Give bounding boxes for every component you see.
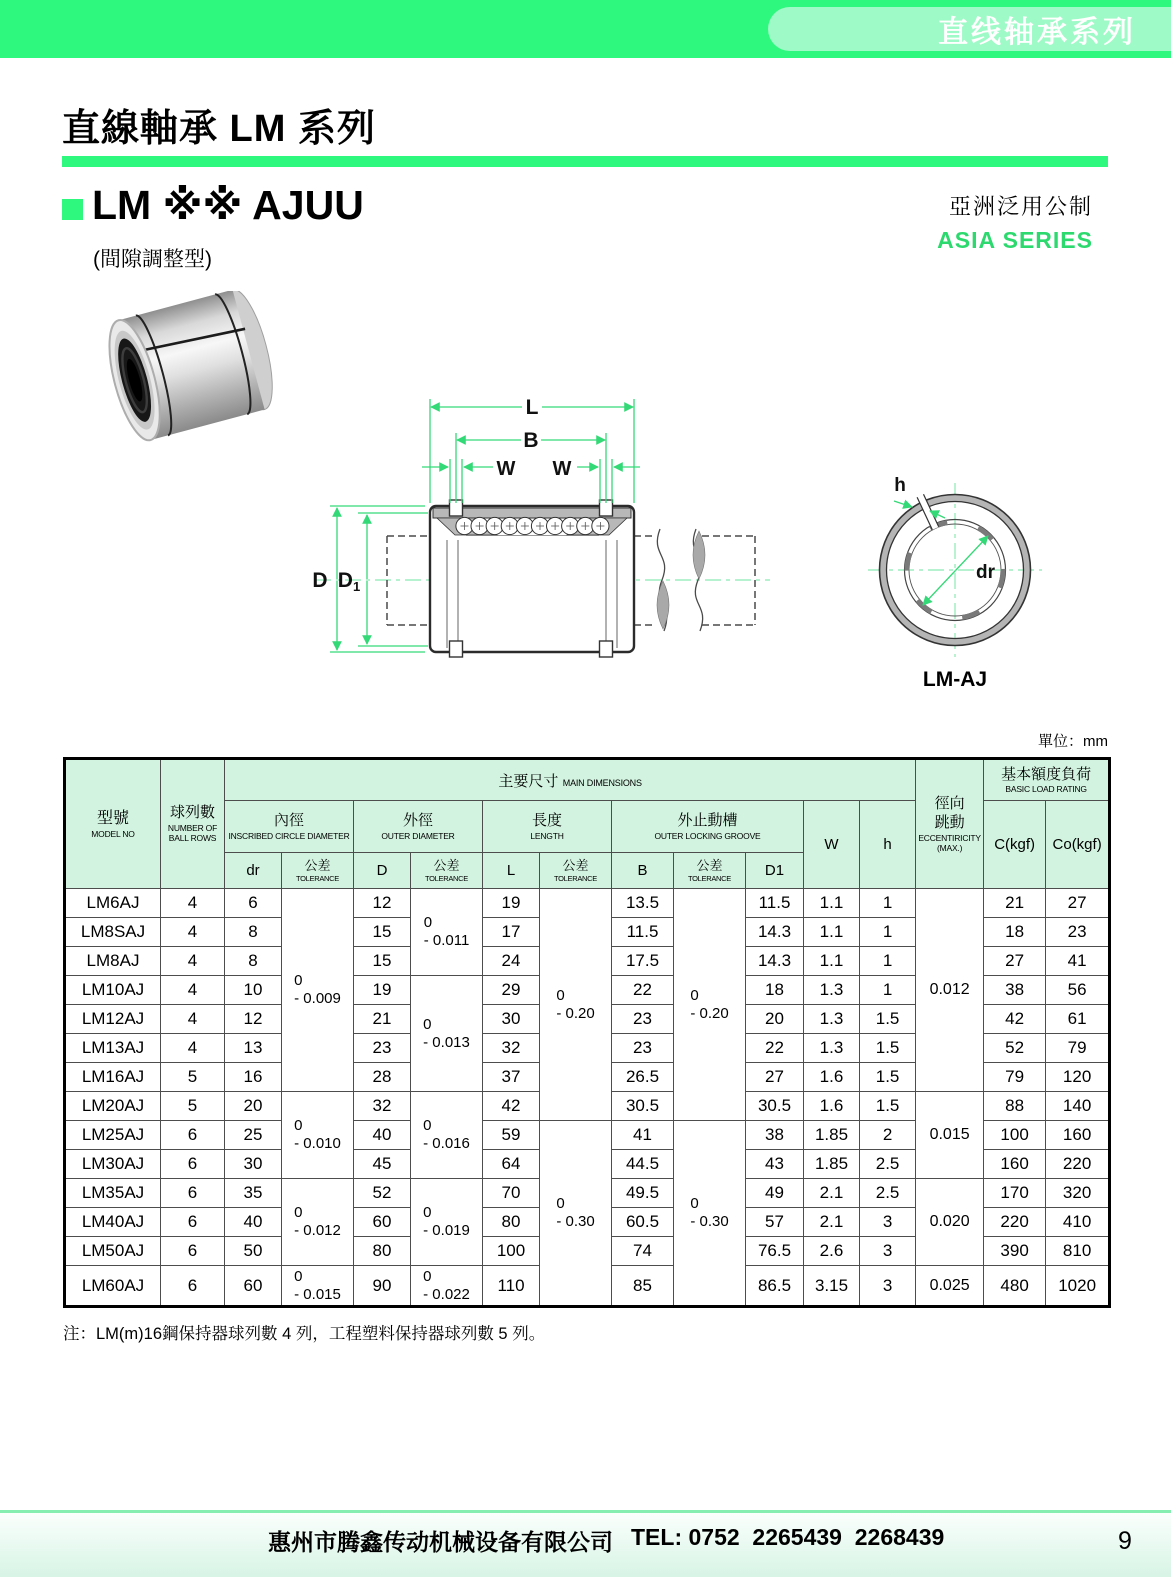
cell-d1: 86.5 [746,1266,804,1307]
cell-l: 64 [483,1150,540,1179]
cell-l: 32 [483,1034,540,1063]
table-row [65,889,1110,918]
top-banner [0,0,1171,58]
cell-model: LM16AJ [65,1063,161,1092]
bearing-photo-cylinder [99,291,282,445]
page-title: 直線軸承 LM 系列 [62,108,376,150]
header-groove-en: OUTER LOCKING GROOVE [654,830,761,841]
header-outer-en: OUTER DIAMETER [381,830,455,841]
header-load-en: BASIC LOAD RATING [1005,784,1087,795]
cell-dr: 6 [225,889,282,918]
header-inner-diameter [225,801,354,853]
cell-b: 11.5 [612,918,674,947]
page-number: 9 [1118,1527,1132,1555]
cell-co: 220 [1046,1150,1110,1179]
cell-co: 120 [1046,1063,1110,1092]
cell-c: 42 [984,1005,1046,1034]
cell-l: 100 [483,1237,540,1266]
cell-c: 390 [984,1237,1046,1266]
region-label-cn: 亞洲泛用公制 [948,194,1093,219]
cell-h: 2 [860,1121,916,1150]
cell-d: 52 [354,1179,411,1208]
cell-b: 74 [612,1237,674,1266]
cell-h: 1 [860,947,916,976]
cell-dr: 16 [225,1063,282,1092]
cell-model: LM40AJ [65,1208,161,1237]
cell-d: 40 [354,1121,411,1150]
cell-co: 79 [1046,1034,1110,1063]
header-groove-cn: 外止動槽 [677,812,738,830]
cell-ball_rows: 6 [161,1150,225,1179]
cell-b: 60.5 [612,1208,674,1237]
cell-d1: 20 [746,1005,804,1034]
cell-l: 29 [483,976,540,1005]
cell-d: 90 [354,1266,411,1307]
header-ecc-max: (MAX.) [936,842,963,853]
dim-label-d: D [312,569,328,592]
header-l: L [483,853,540,889]
cell-model: LM8AJ [65,947,161,976]
cell-co: 1020 [1046,1266,1110,1307]
dim-label-l: L [525,396,539,419]
header-eccentricity [916,759,984,889]
cell-h: 1 [860,918,916,947]
cell-model: LM6AJ [65,889,161,918]
header-ball-rows-cn: 球列數 [169,804,215,822]
cell-d: 28 [354,1063,411,1092]
cell-b: 85 [612,1266,674,1307]
model-series-title: LM ※※ AJUU [92,182,364,228]
cell-l: 42 [483,1092,540,1121]
cell-model: LM20AJ [65,1092,161,1121]
cell-b: 22 [612,976,674,1005]
title-underline [62,156,1108,167]
cell-dr: 50 [225,1237,282,1266]
cell-dr: 20 [225,1092,282,1121]
header-length-cn: 長度 [531,812,562,830]
cell-c: 27 [984,947,1046,976]
cell-d1: 27 [746,1063,804,1092]
cell-model: LM13AJ [65,1034,161,1063]
footer-tel: TEL: 0752 2265439 2268439 [631,1524,945,1550]
cell-d1: 43 [746,1150,804,1179]
cell-w: 1.3 [804,1034,860,1063]
cell-ball_rows: 6 [161,1266,225,1307]
cell-co: 160 [1046,1121,1110,1150]
eccentricity-cell: 0.025 [916,1266,984,1307]
cell-w: 3.15 [804,1266,860,1307]
header-d-tolerance: 公差 TOLERANCE [411,853,483,889]
footer-company: 惠州市腾鑫传动机械设备有限公司 [268,1529,613,1555]
header-outer-cn: 外徑 [402,812,433,830]
cell-dr: 30 [225,1150,282,1179]
cell-model: LM12AJ [65,1005,161,1034]
cell-w: 1.1 [804,947,860,976]
cell-l: 80 [483,1208,540,1237]
cell-c: 38 [984,976,1046,1005]
cell-d: 21 [354,1005,411,1034]
header-main-dims-en: MAIN DIMENSIONS [562,777,642,788]
cell-ball_rows: 4 [161,976,225,1005]
cell-c: 79 [984,1063,1046,1092]
cell-h: 1.5 [860,1034,916,1063]
header-length [483,801,612,853]
dim-label-b: B [523,429,539,452]
cell-h: 1.5 [860,1005,916,1034]
tolerance-cell: 0 - 0.013 [411,976,483,1092]
header-ecc-cn2: 跳動 [934,813,965,831]
cell-model: LM50AJ [65,1237,161,1266]
region-block [800,190,1093,254]
tolerance-cell: 0 - 0.20 [540,889,612,1121]
green-bullet-icon [62,199,83,220]
cell-dr: 12 [225,1005,282,1034]
cell-l: 70 [483,1179,540,1208]
tolerance-cell: 0 - 0.019 [411,1179,483,1266]
series-banner-label: 直线轴承系列 [938,16,1136,49]
cell-c: 160 [984,1150,1046,1179]
cell-dr: 40 [225,1208,282,1237]
cell-l: 59 [483,1121,540,1150]
end-view [868,475,1042,691]
cell-l: 19 [483,889,540,918]
cell-w: 1.6 [804,1092,860,1121]
cell-h: 1 [860,976,916,1005]
cell-c: 18 [984,918,1046,947]
cell-co: 56 [1046,976,1110,1005]
cell-b: 26.5 [612,1063,674,1092]
cell-d: 80 [354,1237,411,1266]
header-inner-en: INSCRIBED CIRCLE DIAMETER [228,830,350,841]
cell-h: 1.5 [860,1092,916,1121]
cell-d1: 14.3 [746,918,804,947]
footer-text [268,1524,944,1557]
cell-b: 49.5 [612,1179,674,1208]
cell-w: 1.6 [804,1063,860,1092]
cell-dr: 8 [225,947,282,976]
end-view-caption: LM-AJ [922,668,988,691]
cell-co: 410 [1046,1208,1110,1237]
cell-c: 52 [984,1034,1046,1063]
cell-b: 13.5 [612,889,674,918]
cell-ball_rows: 6 [161,1208,225,1237]
header-l-tolerance: 公差 TOLERANCE [540,853,612,889]
dim-label-w-right: W [552,458,572,480]
cell-w: 1.3 [804,976,860,1005]
cell-dr: 13 [225,1034,282,1063]
cell-ball_rows: 5 [161,1092,225,1121]
dim-label-d1 [338,569,360,594]
cell-l: 37 [483,1063,540,1092]
technical-diagram [300,385,1070,705]
cell-d1: 22 [746,1034,804,1063]
cell-model: LM35AJ [65,1179,161,1208]
cell-b: 23 [612,1034,674,1063]
tolerance-cell: 0 - 0.012 [282,1179,354,1266]
cell-d1: 11.5 [746,889,804,918]
cell-l: 17 [483,918,540,947]
cell-co: 810 [1046,1237,1110,1266]
cell-model: LM25AJ [65,1121,161,1150]
cell-h: 3 [860,1208,916,1237]
cell-ball_rows: 4 [161,1005,225,1034]
cell-model: LM10AJ [65,976,161,1005]
dim-label-d1-main: D [337,569,353,592]
cell-h: 1 [860,889,916,918]
cell-model: LM30AJ [65,1150,161,1179]
header-inner-cn: 內徑 [273,812,304,830]
cell-d: 32 [354,1092,411,1121]
cell-co: 61 [1046,1005,1110,1034]
cell-dr: 35 [225,1179,282,1208]
cell-co: 23 [1046,918,1110,947]
header-ball-rows [161,759,225,889]
cell-d1: 76.5 [746,1237,804,1266]
cell-b: 23 [612,1005,674,1034]
eccentricity-cell: 0.015 [916,1092,984,1179]
series-banner-pill [768,7,1171,51]
cell-h: 3 [860,1266,916,1307]
cell-d1: 30.5 [746,1092,804,1121]
cell-d: 19 [354,976,411,1005]
cell-b: 30.5 [612,1092,674,1121]
header-w: W [804,801,860,889]
cell-dr: 60 [225,1266,282,1307]
header-model-cn: 型號 [96,809,129,827]
cell-d: 60 [354,1208,411,1237]
cell-w: 1.85 [804,1121,860,1150]
eccentricity-cell: 0.012 [916,889,984,1092]
header-co: Co(kgf) [1046,801,1110,889]
header-main-dimensions [225,759,916,801]
cell-w: 1.1 [804,918,860,947]
cell-w: 1.85 [804,1150,860,1179]
header-b: B [612,853,674,889]
unit-label: 單位：mm [1038,733,1108,750]
cell-h: 2.5 [860,1150,916,1179]
header-outer-diameter [354,801,483,853]
cell-ball_rows: 4 [161,947,225,976]
bearing-photo [73,291,291,449]
cell-l: 110 [483,1266,540,1307]
cell-c: 100 [984,1121,1046,1150]
cell-b: 44.5 [612,1150,674,1179]
header-load-cn: 基本額度負荷 [1001,765,1092,783]
cell-d: 12 [354,889,411,918]
cell-ball_rows: 4 [161,1034,225,1063]
cell-d: 15 [354,918,411,947]
cell-co: 140 [1046,1092,1110,1121]
tolerance-cell: 0 - 0.016 [411,1092,483,1179]
tolerance-cell: 0 - 0.009 [282,889,354,1092]
model-series-subtitle: (間隙調整型) [93,248,212,271]
cell-w: 1.1 [804,889,860,918]
cell-h: 3 [860,1237,916,1266]
tolerance-cell: 0 - 0.022 [411,1266,483,1307]
tolerance-cell: 0 - 0.010 [282,1092,354,1179]
cell-l: 24 [483,947,540,976]
cell-b: 17.5 [612,947,674,976]
cell-ball_rows: 6 [161,1237,225,1266]
header-dr: dr [225,853,282,889]
cell-ball_rows: 4 [161,918,225,947]
header-groove [612,801,804,853]
cell-d: 45 [354,1150,411,1179]
cell-h: 1.5 [860,1063,916,1092]
eccentricity-cell: 0.020 [916,1179,984,1266]
cell-dr: 8 [225,918,282,947]
cell-d: 23 [354,1034,411,1063]
bearing-cross-section [430,500,634,657]
dim-label-dr: dr [976,562,995,583]
header-dr-tolerance: 公差 TOLERANCE [282,853,354,889]
cell-d1: 57 [746,1208,804,1237]
header-ecc-en: ECCENTIRICITY [918,832,981,843]
tolerance-cell: 0 - 0.011 [411,889,483,976]
cell-w: 1.3 [804,1005,860,1034]
cell-dr: 25 [225,1121,282,1150]
footnote: 注：LM(m)16鋼保持器球列數 4 列，工程塑料保持器球列數 5 列。 [63,1325,546,1343]
header-load-rating [984,759,1110,801]
cell-d1: 18 [746,976,804,1005]
header-b-tolerance: 公差 TOLERANCE [674,853,746,889]
tolerance-cell: 0 - 0.015 [282,1266,354,1307]
header-d1: D1 [746,853,804,889]
cell-d1: 14.3 [746,947,804,976]
cell-w: 2.6 [804,1237,860,1266]
cell-w: 2.1 [804,1208,860,1237]
cell-c: 170 [984,1179,1046,1208]
cell-ball_rows: 5 [161,1063,225,1092]
cell-ball_rows: 6 [161,1179,225,1208]
dim-label-h: h [894,475,906,496]
cell-c: 21 [984,889,1046,918]
header-main-dims-cn: 主要尺寸 [498,772,559,790]
header-length-en: LENGTH [530,830,564,841]
cell-h: 2.5 [860,1179,916,1208]
spec-table [63,757,1111,1308]
header-model [65,759,161,889]
dim-label-w-left: W [496,458,516,480]
dim-label-d1-sub: 1 [352,579,361,594]
tolerance-cell: 0 - 0.30 [674,1121,746,1307]
cell-w: 2.1 [804,1179,860,1208]
region-label-en: ASIA SERIES [937,227,1093,253]
spec-table-body [65,889,1110,1307]
header-model-en: MODEL NO [91,829,135,840]
cell-l: 30 [483,1005,540,1034]
cell-model: LM60AJ [65,1266,161,1307]
cell-c: 88 [984,1092,1046,1121]
cell-co: 27 [1046,889,1110,918]
cell-d1: 38 [746,1121,804,1150]
cell-c: 480 [984,1266,1046,1307]
header-d: D [354,853,411,889]
header-ecc-cn1: 徑向 [934,795,965,813]
tolerance-cell: 0 - 0.30 [540,1121,612,1307]
cell-ball_rows: 6 [161,1121,225,1150]
header-ball-rows-en: NUMBER OF BALL ROWS [167,823,218,844]
cell-co: 320 [1046,1179,1110,1208]
cell-b: 41 [612,1121,674,1150]
cell-dr: 10 [225,976,282,1005]
cell-co: 41 [1046,947,1110,976]
cell-ball_rows: 4 [161,889,225,918]
cell-model: LM8SAJ [65,918,161,947]
cell-d: 15 [354,947,411,976]
cell-c: 220 [984,1208,1046,1237]
header-c: C(kgf) [984,801,1046,889]
cell-d1: 49 [746,1179,804,1208]
tolerance-cell: 0 - 0.20 [674,889,746,1121]
header-h: h [860,801,916,889]
